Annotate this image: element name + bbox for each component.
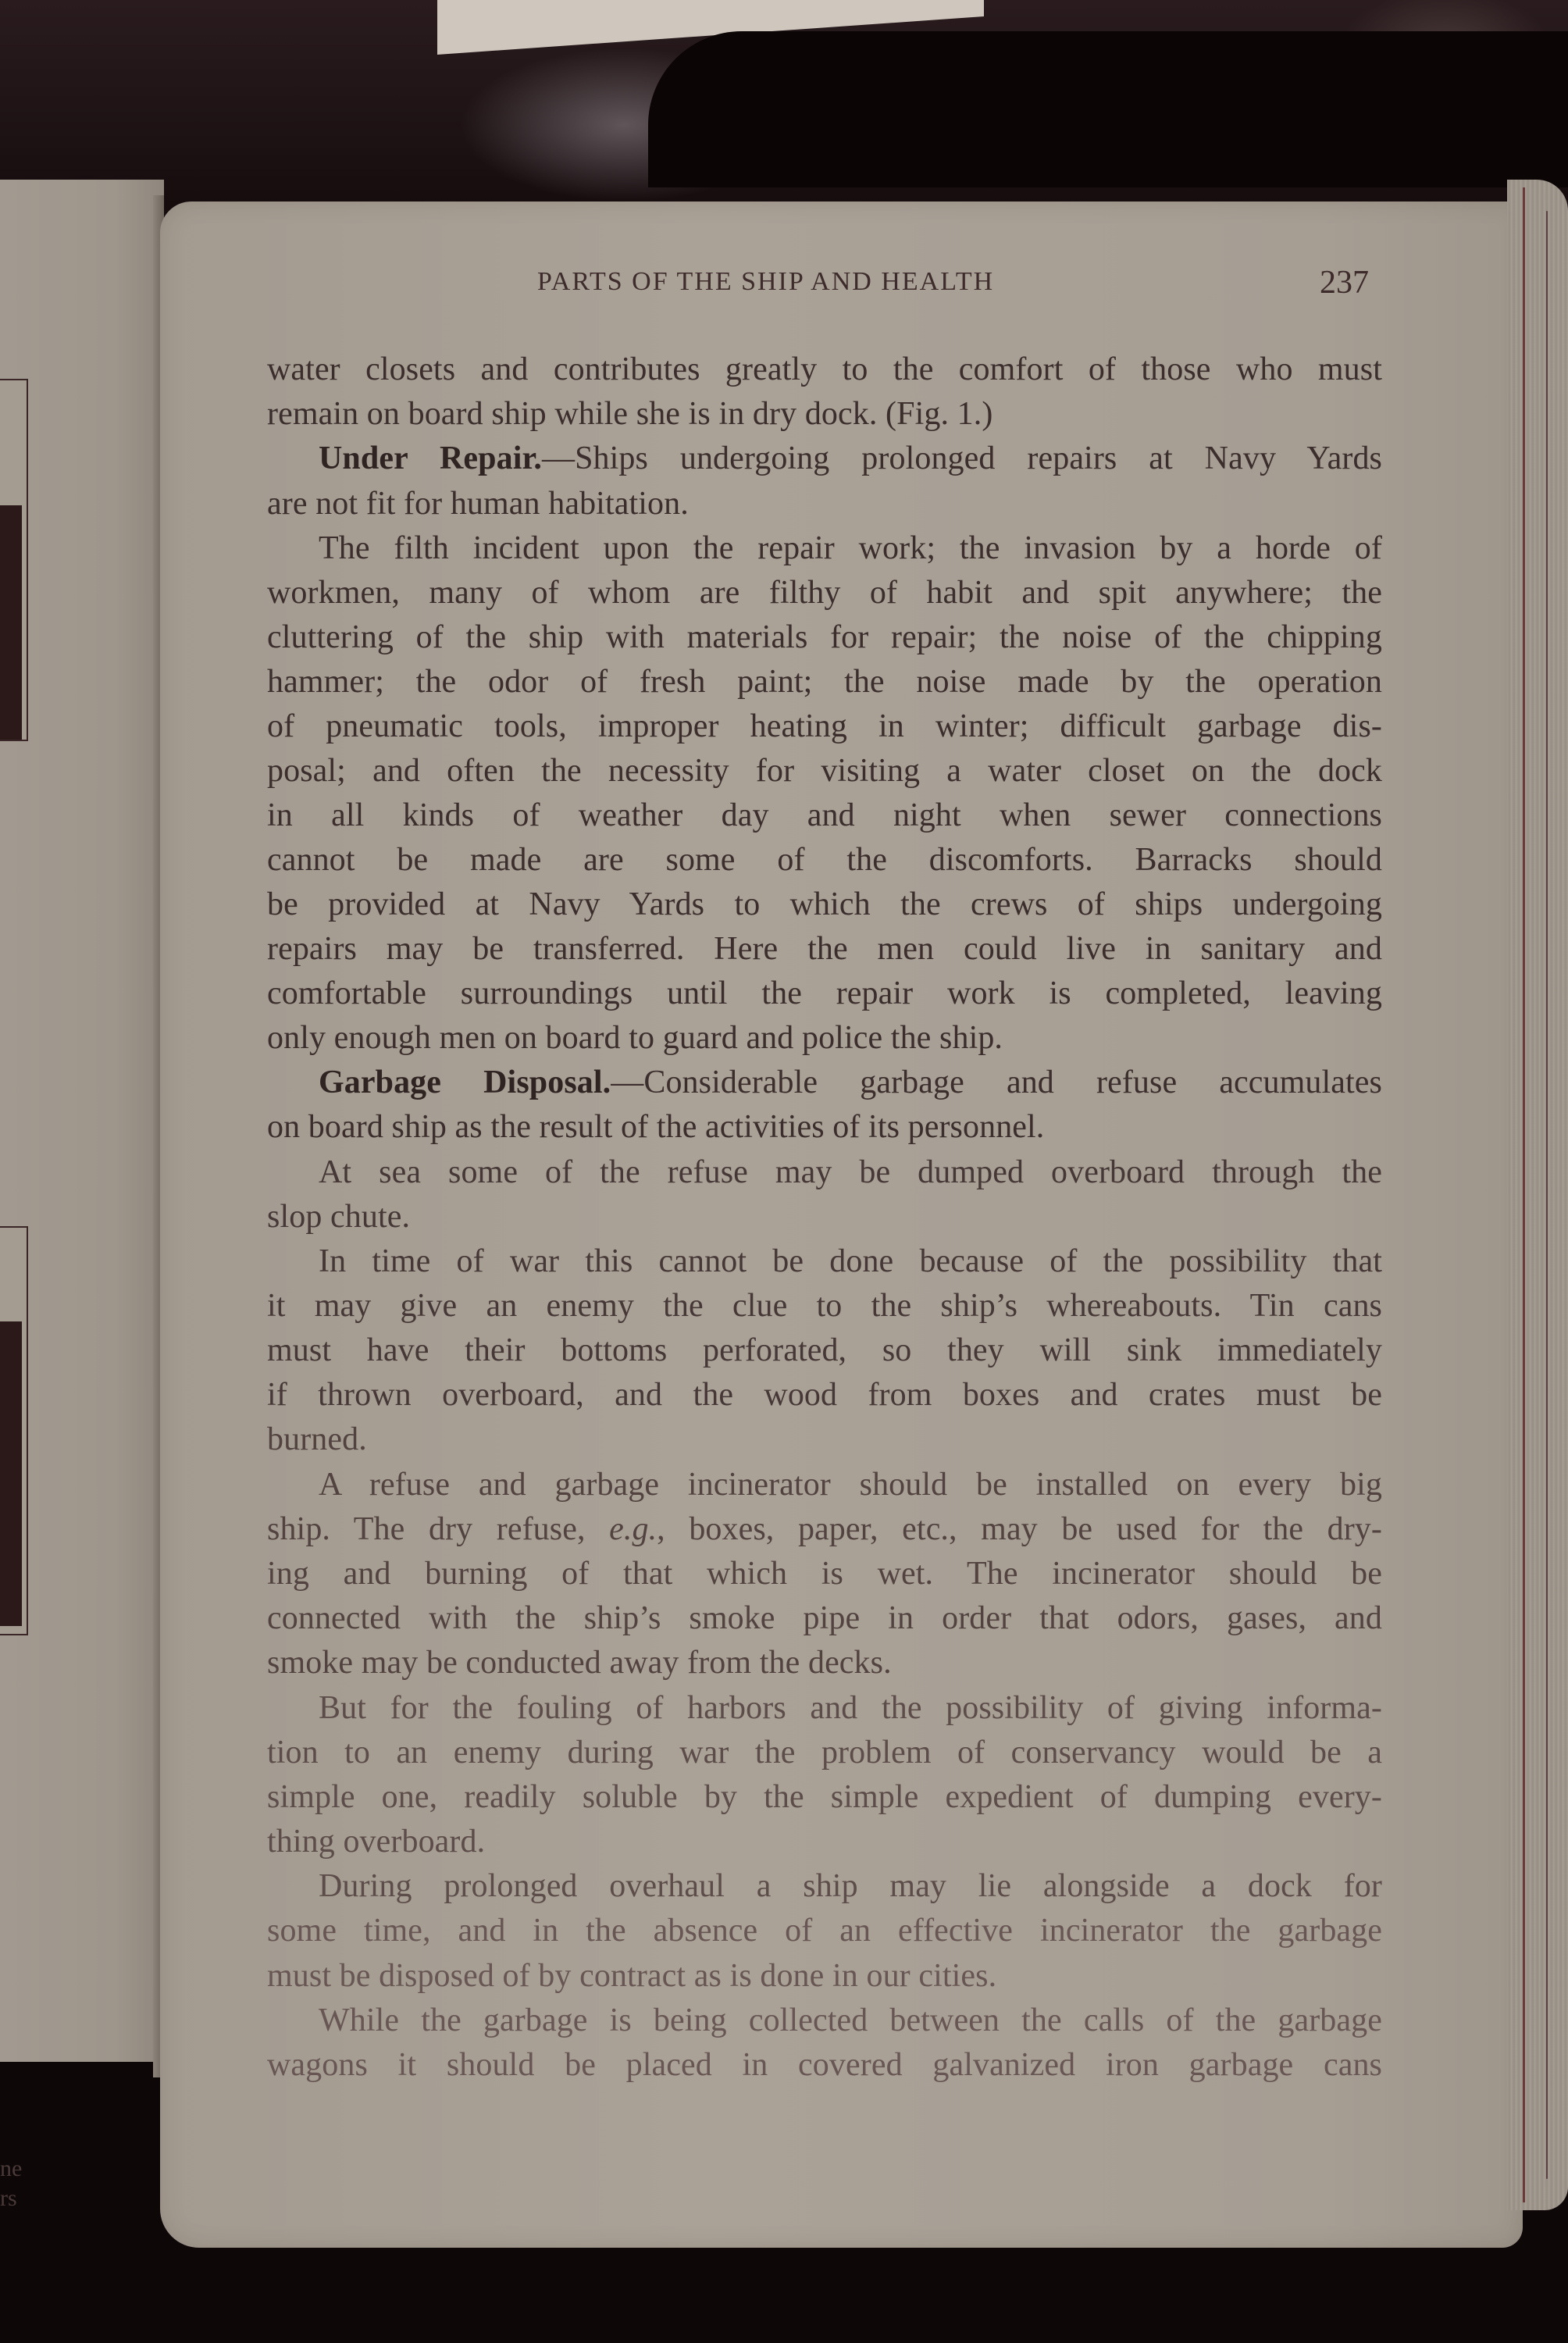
text-line xyxy=(267,796,1382,835)
line-text: some time, and in the absence of an effective incinerator the garbage xyxy=(267,1913,1382,1949)
line-text: water closets and contributes greatly to the comfort of those who must xyxy=(267,351,1382,387)
line-text: connected with the ship’s smoke pipe in order that odors, gases, and xyxy=(267,1600,1382,1636)
line-text: ship. The dry refuse, xyxy=(267,1511,610,1547)
text-line xyxy=(267,1510,1382,1549)
text-line xyxy=(319,1465,1382,1504)
background-shadow xyxy=(648,31,1568,187)
left-page-text-fragment: ne xyxy=(0,2156,23,2181)
text-line xyxy=(319,529,1382,568)
text-line xyxy=(267,484,1382,523)
line-text: But for the fouling of harbors and the possibility of giving informa- xyxy=(319,1690,1382,1726)
text-line xyxy=(319,1867,1382,1906)
text-line xyxy=(267,394,1382,433)
line-text: wagons it should be placed in covered galvanized iron garbage cans xyxy=(267,2047,1382,2083)
running-head: PARTS OF THE SHIP AND HEALTH xyxy=(537,267,995,296)
text-line xyxy=(267,707,1382,746)
text-line xyxy=(319,1242,1382,1281)
line-text: only enough men on board to guard and police the ship. xyxy=(267,1020,1003,1056)
text-line xyxy=(267,1331,1382,1370)
line-text: must have their bottoms perforated, so they will sink immediately xyxy=(267,1332,1382,1368)
line-text: posal; and often the necessity for visiting a water closet on the dock xyxy=(267,753,1382,789)
text-line xyxy=(319,439,1382,478)
line-text: are not fit for human habitation. xyxy=(267,486,689,522)
line-text: While the garbage is being collected between the calls of the garbage xyxy=(319,2002,1382,2038)
text-line xyxy=(267,1420,1382,1459)
line-text: ing and burning of that which is wet. The incinerator should be xyxy=(267,1556,1382,1592)
line-text: —Considerable garbage and refuse accumulates xyxy=(611,1065,1382,1100)
text-line xyxy=(267,618,1382,657)
line-text: , boxes, paper, etc., may be used for the dry- xyxy=(657,1511,1382,1547)
line-text: At sea some of the refuse may be dumped overboard through the xyxy=(319,1154,1382,1190)
text-line xyxy=(267,1018,1382,1057)
text-line xyxy=(267,350,1382,389)
italic-abbreviation: e.g. xyxy=(609,1511,657,1547)
text-line xyxy=(319,1063,1382,1102)
text-line xyxy=(267,2045,1382,2084)
line-text: A refuse and garbage incinerator should be installed on every big xyxy=(319,1467,1382,1503)
text-line xyxy=(267,751,1382,790)
section-heading: Under Repair. xyxy=(319,440,542,476)
left-page-illustration-top xyxy=(0,379,28,741)
line-text: comfortable surroundings until the repair work is completed, leaving xyxy=(267,975,1382,1011)
text-line xyxy=(267,1822,1382,1861)
line-text: must be disposed of by contract as is done in our cities. xyxy=(267,1958,997,1994)
text-line xyxy=(267,1554,1382,1593)
page-number: 237 xyxy=(1320,265,1369,301)
line-text: of pneumatic tools, improper heating in winter; difficult garbage dis- xyxy=(267,708,1382,744)
left-page-illustration-bottom xyxy=(0,1226,28,1635)
line-text: burned. xyxy=(267,1421,367,1457)
text-line xyxy=(267,573,1382,612)
line-text: on board ship as the result of the activities of its personnel. xyxy=(267,1109,1045,1145)
text-line xyxy=(267,1286,1382,1325)
text-line xyxy=(267,662,1382,701)
line-text: if thrown overboard, and the wood from boxes and crates must be xyxy=(267,1377,1382,1413)
line-text: repairs may be transferred. Here the men could live in sanitary and xyxy=(267,931,1382,967)
line-text: slop chute. xyxy=(267,1199,411,1235)
line-text: thing overboard. xyxy=(267,1824,486,1860)
line-text: in all kinds of weather day and night when sewer connections xyxy=(267,797,1382,833)
text-line xyxy=(267,1599,1382,1638)
line-text: simple one, readily soluble by the simple expedient of dumping every- xyxy=(267,1779,1382,1815)
text-line xyxy=(267,1197,1382,1236)
line-text: hammer; the odor of fresh paint; the noise made by the operation xyxy=(267,664,1382,700)
text-line xyxy=(267,1643,1382,1682)
section-heading: Garbage Disposal. xyxy=(319,1065,611,1100)
left-page xyxy=(0,180,164,2211)
text-line xyxy=(267,1956,1382,1995)
left-page-text-fragment: rs xyxy=(0,2185,17,2211)
line-text: be provided at Navy Yards to which the crews of ships undergoing xyxy=(267,886,1382,922)
book-page-edges xyxy=(1507,180,1568,2210)
line-text: it may give an enemy the clue to the ship’s whereabouts. Tin cans xyxy=(267,1288,1382,1324)
text-line xyxy=(267,929,1382,968)
line-text: During prolonged overhaul a ship may lie alongside a dock for xyxy=(319,1868,1382,1904)
line-text: workmen, many of whom are filthy of habit and spit anywhere; the xyxy=(267,575,1382,611)
line-text: remain on board ship while she is in dry dock. (Fig. 1.) xyxy=(267,396,993,432)
text-line xyxy=(319,1689,1382,1728)
text-line xyxy=(267,974,1382,1013)
line-text: smoke may be conducted away from the decks. xyxy=(267,1645,892,1681)
text-line xyxy=(319,2001,1382,2040)
line-text: The filth incident upon the repair work; the invasion by a horde of xyxy=(319,530,1382,566)
line-text: cluttering of the ship with materials for repair; the noise of the chipping xyxy=(267,619,1382,655)
text-line xyxy=(267,1375,1382,1414)
line-text: cannot be made are some of the discomforts. Barracks should xyxy=(267,842,1382,878)
line-text: —Ships undergoing prolonged repairs at Navy Yards xyxy=(541,440,1382,476)
line-text: tion to an enemy during war the problem of conservancy would be a xyxy=(267,1735,1382,1771)
text-line xyxy=(267,840,1382,879)
text-line xyxy=(267,1733,1382,1772)
text-line xyxy=(267,1107,1382,1147)
text-line xyxy=(267,1911,1382,1950)
text-line xyxy=(319,1153,1382,1192)
text-line xyxy=(267,1778,1382,1817)
line-text: In time of war this cannot be done because of the possibility that xyxy=(319,1243,1382,1279)
text-line xyxy=(267,885,1382,924)
